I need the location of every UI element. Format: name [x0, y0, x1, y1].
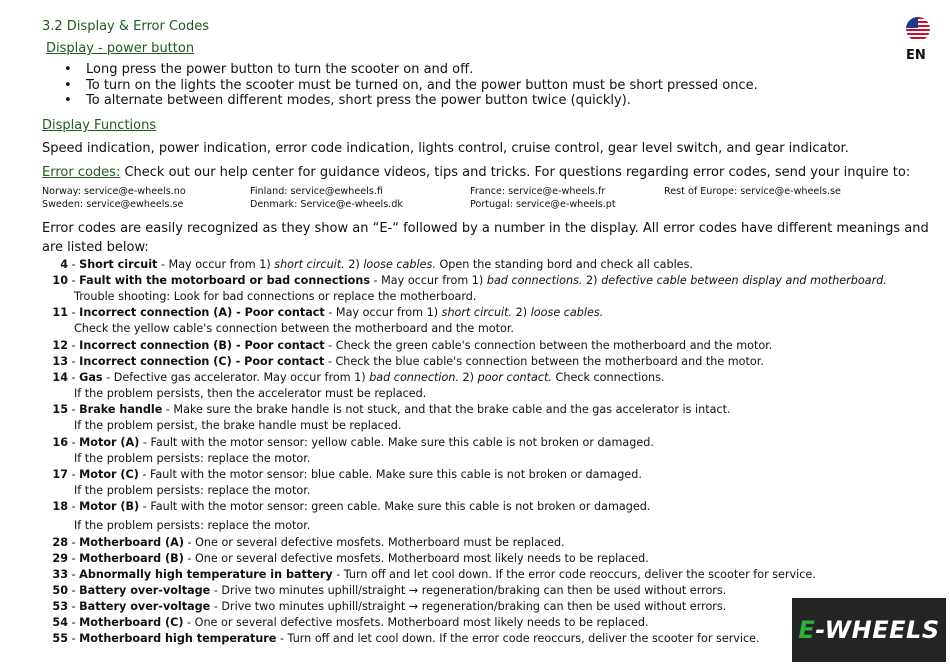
error-code-note: If the problem persists, then the accelerator must be replaced. [74, 387, 427, 400]
error-code-row: 10 - Fault with the motorboard or bad connections - May occur from 1) bad connections. 2) defective cable between display and motherboard. [52, 274, 887, 287]
errors-heading: Error codes: [42, 165, 121, 180]
error-code-row: 29 - Motherboard (B) - One or several defective mosfets. Motherboard most likely needs to be replaced. [52, 552, 649, 565]
error-code-note: If the problem persists: replace the motor. [74, 519, 311, 532]
error-code-row: 18 - Motor (B) - Fault with the motor sensor: green cable. Make sure this cable is not broken or damaged. [52, 500, 651, 513]
contact-france: France: service@e-wheels.fr [470, 186, 606, 197]
error-code-row: 50 - Battery over-voltage - Drive two minutes uphill/straight → regeneration/braking can then be used without errors. [52, 584, 727, 597]
error-code-note: If the problem persists: replace the motor. [74, 484, 311, 497]
error-code-row: 13 - Incorrect connection (C) - Poor contact - Check the blue cable's connection between the motherboard and the motor. [52, 355, 764, 368]
error-code-row: 55 - Motherboard high temperature - Turn off and let cool down. If the error code reoccurs, deliver the scooter for service. [52, 632, 760, 645]
error-code-row: 53 - Battery over-voltage - Drive two minutes uphill/straight → regeneration/braking can then be used without errors. [52, 600, 727, 613]
power-heading: Display - power button [46, 41, 195, 56]
contact-sweden: Sweden: service@ewheels.se [42, 199, 184, 210]
power-bullet: • To turn on the lights the scooter must be turned on, and the power button must be short pressed once. [42, 78, 758, 94]
error-code-note: If the problem persists: replace the motor. [74, 452, 311, 465]
contact-norway: Norway: service@e-wheels.no [42, 186, 186, 197]
contact-denmark: Denmark: Service@e-wheels.dk [250, 199, 403, 210]
us-flag-icon [906, 17, 930, 41]
error-code-row: 11 - Incorrect connection (A) - Poor contact - May occur from 1) short circuit. 2) loose cables. [52, 306, 604, 319]
error-code-row: 28 - Motherboard (A) - One or several defective mosfets. Motherboard must be replaced. [52, 536, 565, 549]
power-bullet: • Long press the power button to turn the scooter on and off. [42, 62, 758, 78]
error-code-row: 12 - Incorrect connection (B) - Poor contact - Check the green cable's connection between the motherboard and the motor. [52, 339, 773, 352]
error-code-row: 16 - Motor (A) - Fault with the motor sensor: yellow cable. Make sure this cable is not broken or damaged. [52, 436, 654, 449]
error-code-row: 14 - Gas - Defective gas accelerator. May occur from 1) bad connection. 2) poor contact. Check connections. [52, 371, 665, 384]
power-bullet-list [42, 62, 758, 109]
errors-description: Error codes are easily recognized as they show an “E-“ followed by a number in the display. All error codes have different meanings and [42, 221, 929, 236]
contact-rest-of-europe: Rest of Europe: service@e-wheels.se [664, 186, 841, 197]
error-code-row: 17 - Motor (C) - Fault with the motor sensor: blue cable. Make sure this cable is not broken or damaged. [52, 468, 642, 481]
error-code-row: 54 - Motherboard (C) - One or several defective mosfets. Motherboard most likely needs to be replaced. [52, 616, 649, 629]
language-label: EN [906, 48, 926, 63]
error-code-row: 4 - Short circuit - May occur from 1) short circuit. 2) loose cables. Open the standing bord and check all cables. [60, 258, 693, 271]
error-code-note: If the problem persist, the brake handle must be replaced. [74, 419, 402, 432]
error-code-note: Check the yellow cable's connection between the motherboard and the motor. [74, 322, 514, 335]
contact-finland: Finland: service@ewheels.fi [250, 186, 383, 197]
errors-intro [42, 165, 910, 180]
error-code-row: 15 - Brake handle - Make sure the brake handle is not stuck, and that the brake cable and the gas accelerator is intact. [52, 403, 731, 416]
functions-text: Speed indication, power indication, error code indication, lights control, cruise control, gear level switch, and gear indicator. [42, 141, 849, 156]
power-bullet: • To alternate between different modes, short press the power button twice (quickly). [42, 93, 758, 109]
section-title: 3.2 Display & Error Codes [42, 19, 210, 34]
error-code-note: Trouble shooting: Look for bad connections or replace the motherboard. [74, 290, 477, 303]
functions-heading: Display Functions [42, 118, 157, 133]
errors-description-cont: are listed below: [42, 240, 149, 255]
error-code-row: 33 - Abnormally high temperature in battery - Turn off and let cool down. If the error code reoccurs, deliver the scooter for service. [52, 568, 816, 581]
e-wheels-logo: E-WHEELS [792, 598, 946, 662]
contact-portugal: Portugal: service@e-wheels.pt [470, 199, 616, 210]
errors-intro-text: Check out our help center for guidance videos, tips and tricks. For questions regarding error codes, send your inquire to: [120, 165, 911, 180]
